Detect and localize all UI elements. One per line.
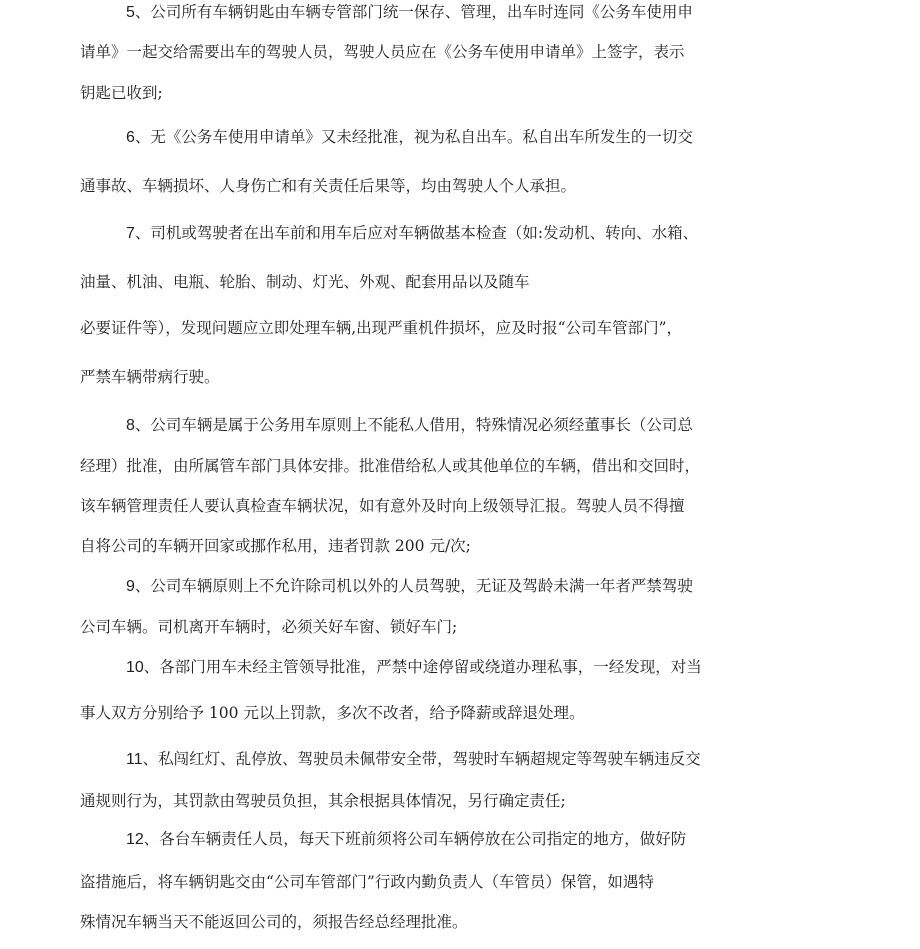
item-text: 、各部门用车未经主管领导批准，严禁中途停留或绕道办理私事，一经发现，对当 [143,658,702,676]
item-number: 9 [126,578,135,595]
item-8-line-4: 自将公司的车辆开回家或挪作私用，违者罚款 200 元/次; [80,537,471,555]
item-number: 7 [126,225,135,242]
item-number: 6 [126,129,135,146]
item-7-line-4: 严禁车辆带病行驶。 [80,368,220,386]
item-7-line-1 [126,223,698,244]
item-number: 8 [126,417,135,434]
item-text: 、各台车辆责任人员，每天下班前须将公司车辆停放在公司指定的地方，做好防 [143,830,687,848]
item-9-line-2: 公司车辆。司机离开车辆时，必须关好车窗、锁好车门; [80,618,458,636]
item-number: 11 [126,751,143,768]
item-11-line-1 [126,749,701,770]
item-text: 、公司所有车辆钥匙由车辆专管部门统一保存、管理，出车时连同《公务车使用申 [134,3,693,21]
item-12-line-2: 盗措施后，将车辆钥匙交由“公司车管部门”行政内勤负责人（车管员）保管，如遇特 [80,873,654,891]
item-10-line-2: 事人双方分别给予 100 元以上罚款，多次不改者，给予降薪或辞退处理。 [80,704,585,722]
item-5-line-1 [126,2,693,23]
item-7-line-3: 必要证件等），发现问题应立即处理车辆,出现严重机件损坏，应及时报“公司车管部门”， [80,319,683,337]
item-6-line-1 [126,127,693,148]
item-text: 、公司车辆原则上不允许除司机以外的人员驾驶，无证及驾龄未满一年者严禁驾驶 [134,577,693,595]
item-12-line-3: 殊情况车辆当天不能返回公司的，须报告经总经理批准。 [80,913,468,931]
item-5-line-3: 钥匙已收到; [80,84,163,102]
item-text: 、私闯红灯、乱停放、驾驶员未佩带安全带，驾驶时车辆超规定等驾驶车辆违反交 [142,750,701,768]
item-10-line-1 [126,657,702,678]
item-8-line-3: 该车辆管理责任人要认真检查车辆状况，如有意外及时向上级领导汇报。驾驶人员不得擅 [80,497,685,515]
item-11-line-2: 通规则行为，其罚款由驾驶员负担，其余根据具体情况，另行确定责任; [80,792,566,810]
item-text: 、司机或驾驶者在出车前和用车后应对车辆做基本检查（如:发动机、转向、水箱、 [134,224,699,242]
item-9-line-1 [126,576,693,597]
item-8-line-2: 经理）批准，由所属管车部门具体安排。批准借给私人或其他单位的车辆，借出和交回时， [80,457,701,475]
item-6-line-2: 通事故、车辆损坏、人身伤亡和有关责任后果等，均由驾驶人个人承担。 [80,177,577,195]
item-7-line-2: 油量、机油、电瓶、轮胎、制动、灯光、外观、配套用品以及随车 [80,273,530,291]
item-5-line-2: 请单》一起交给需要出车的驾驶人员，驾驶人员应在《公务车使用申请单》上签字，表示 [80,43,685,61]
item-number: 5 [126,4,135,21]
item-number: 12 [126,831,144,848]
item-8-line-1 [126,415,693,436]
item-text: 、无《公务车使用申请单》又未经批准，视为私自出车。私自出车所发生的一切交 [134,128,693,146]
item-number: 10 [126,659,144,676]
item-text: 、公司车辆是属于公务用车原则上不能私人借用，特殊情况必须经董事长（公司总 [134,416,693,434]
item-12-line-1 [126,829,686,850]
